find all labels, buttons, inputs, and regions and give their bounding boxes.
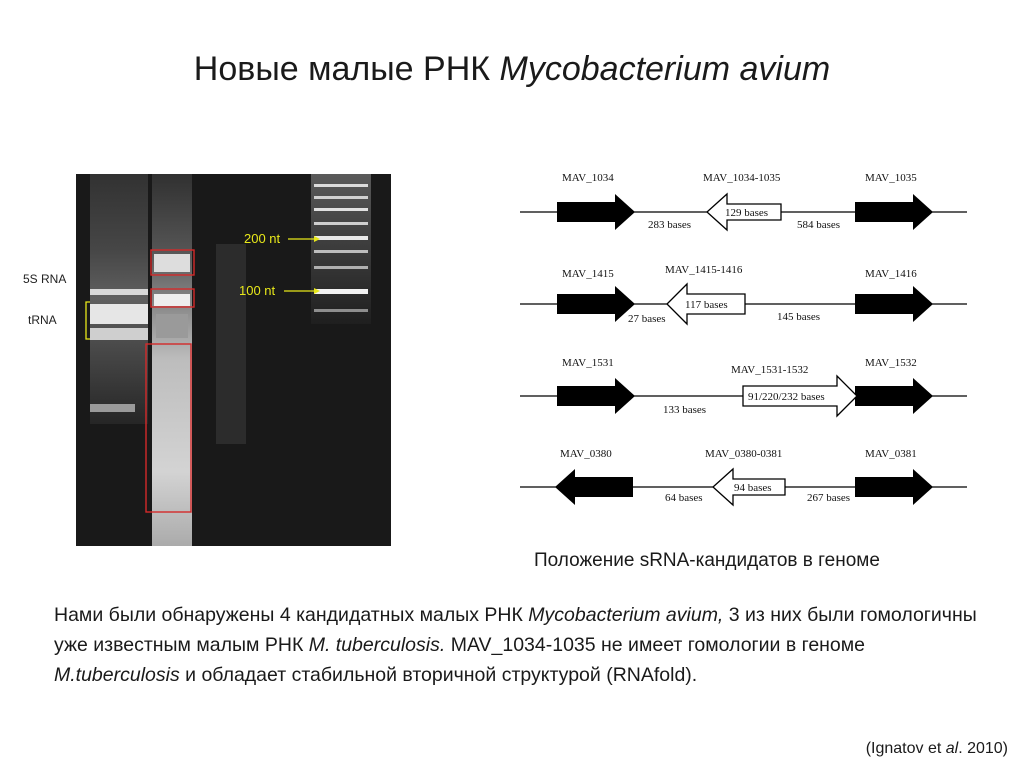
gap-right: 145 bases — [777, 311, 821, 323]
body-text-2: 3 из них были гомологичны уже известным малым РНК — [54, 604, 977, 656]
gene-label: MAV_1034 — [562, 172, 614, 184]
body-text-3: MAV_1034-1035 не имеет гомологии в геноме — [445, 634, 866, 656]
title-italic: Mycobacterium avium — [499, 50, 831, 88]
gap-left: 283 bases — [648, 219, 692, 231]
citation-pre: (Ignatov et — [865, 740, 946, 757]
gap-left: 133 bases — [663, 404, 707, 416]
genome-diagram — [515, 160, 975, 520]
body-text-1: Нами были обнаружены 4 кандидатных малых РНК — [54, 604, 529, 626]
srna-size: 91/220/232 bases — [748, 391, 825, 403]
diagram-row-3 — [520, 357, 967, 416]
citation-italic: al — [945, 740, 959, 757]
marker-200nt: 200 nt — [244, 231, 281, 246]
gene-label: MAV_0380 — [560, 448, 612, 460]
title-plain: Новые малые РНК — [193, 50, 491, 88]
srna-label: MAV_1415-1416 — [665, 264, 743, 276]
srna-label: MAV_0380-0381 — [705, 448, 783, 460]
diagram-row-2 — [520, 264, 967, 325]
gel-image — [76, 174, 391, 546]
diagram-row-1 — [520, 172, 967, 231]
citation-post: . 2010) — [958, 740, 1008, 757]
gap-left: 64 bases — [665, 492, 703, 504]
diagram-caption: Положение sRNA-кандидатов в геноме — [534, 550, 880, 571]
slide-title — [0, 50, 1024, 89]
gene-label: MAV_1416 — [865, 268, 917, 280]
gene-label: MAV_0381 — [865, 448, 917, 460]
srna-size: 117 bases — [685, 299, 728, 311]
gap-right: 584 bases — [797, 219, 841, 231]
body-paragraph — [54, 600, 984, 690]
srna-label: MAV_1531-1532 — [731, 364, 809, 376]
gene-label: MAV_1415 — [562, 268, 614, 280]
body-text-3-italic: M.tuberculosis — [54, 664, 180, 686]
gene-label: MAV_1532 — [865, 357, 917, 369]
label-trna: tRNA — [28, 313, 57, 327]
body-text-4: и обладает стабильной вторичной структурой (RNAfold). — [179, 664, 698, 686]
marker-100nt: 100 nt — [239, 283, 276, 298]
gene-label: MAV_1531 — [562, 357, 614, 369]
srna-label: MAV_1034-1035 — [703, 172, 781, 184]
label-5s-rna: 5S RNA — [23, 272, 67, 286]
citation — [866, 740, 1008, 758]
srna-size: 129 bases — [725, 207, 769, 219]
gap-right: 267 bases — [807, 492, 851, 504]
srna-size: 94 bases — [734, 482, 772, 494]
body-text-1-italic: Mycobacterium avium, — [528, 604, 724, 626]
gap-left: 27 bases — [628, 313, 666, 325]
body-text-2-italic: M. tuberculosis. — [308, 634, 446, 656]
gene-label: MAV_1035 — [865, 172, 917, 184]
diagram-row-4 — [520, 448, 967, 505]
